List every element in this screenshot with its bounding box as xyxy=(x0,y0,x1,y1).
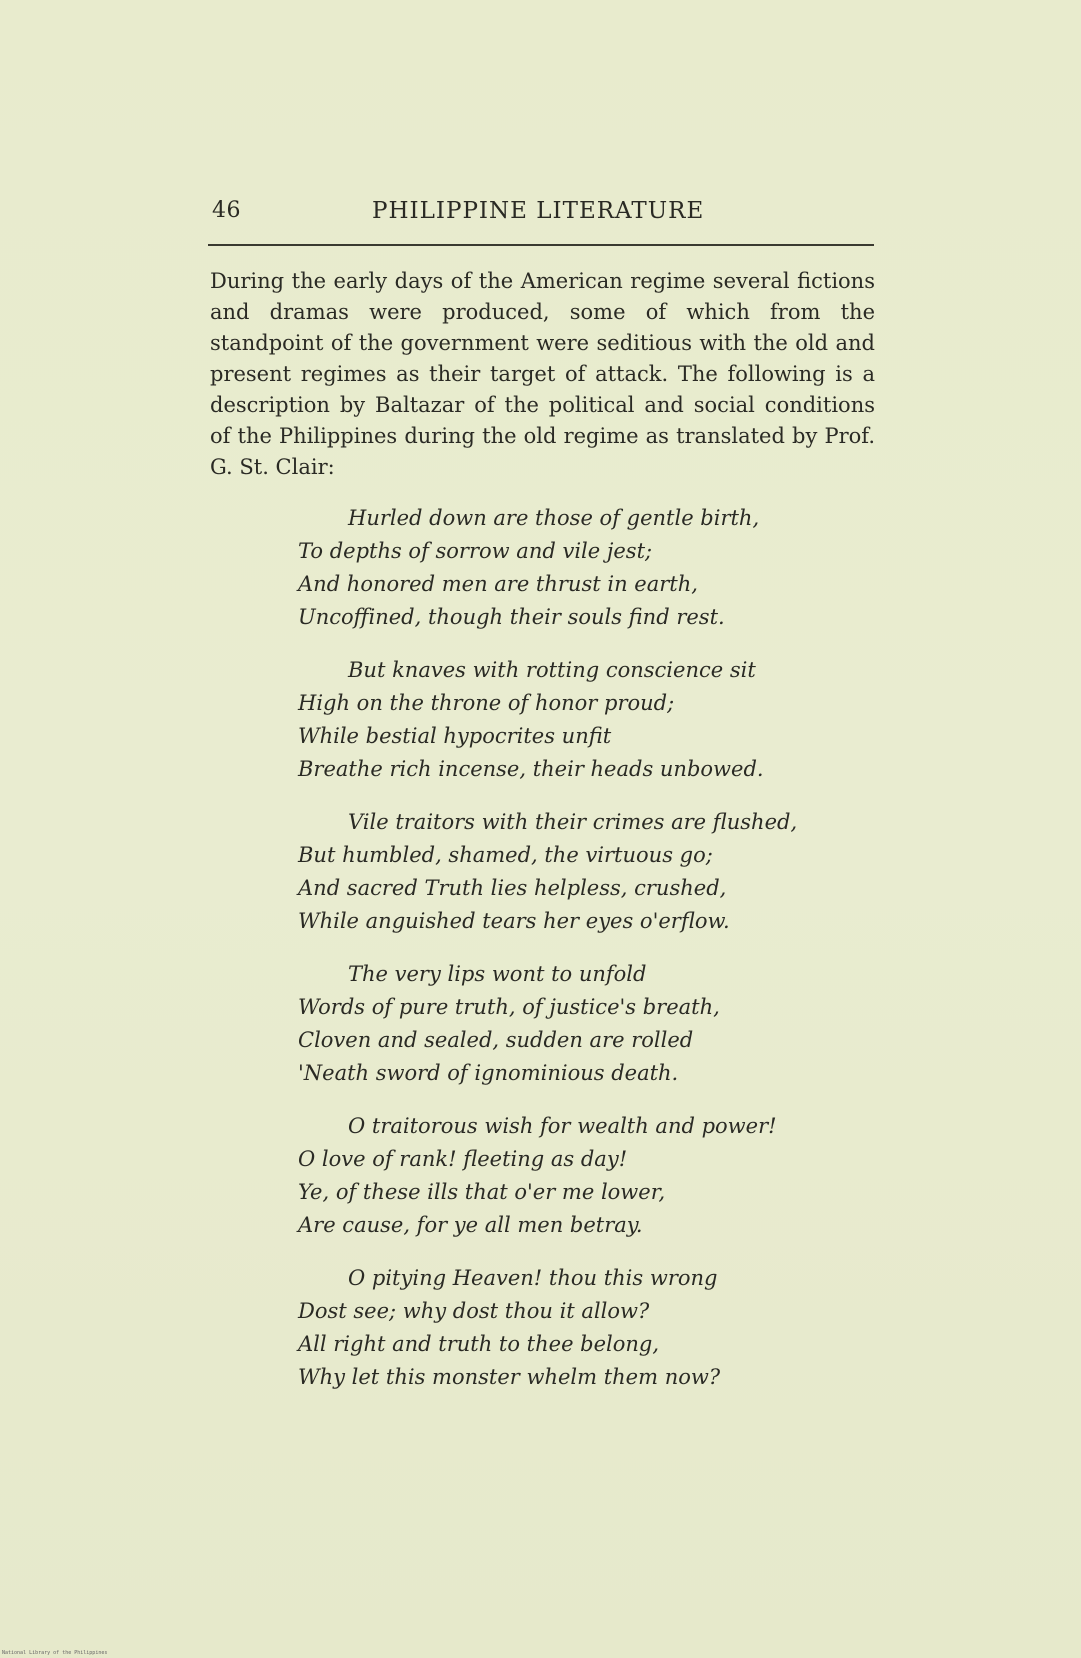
poem-line: Vile traitors with their crimes are flushed, xyxy=(348,810,798,834)
poem-line: O pitying Heaven! thou this wrong xyxy=(348,1266,718,1290)
intro-paragraph: During the early days of the American regime several fictions and dramas were produced, some of which from the standpoint of the government were seditious with the old and present regimes as their target of attack. The following is a description by Baltazar of the political and social conditions of the Philippines during the old regime as translated by Prof. G. St. Clair: xyxy=(210,269,875,479)
poem-line: Why let this monster whelm them now? xyxy=(298,1365,721,1389)
poem-line: High on the throne of honor proud; xyxy=(298,691,675,715)
page-number: 46 xyxy=(212,198,241,223)
poem-line: Cloven and sealed, sudden are rolled xyxy=(298,1028,694,1052)
poem-line: All right and truth to thee belong, xyxy=(298,1332,660,1356)
header-rule xyxy=(208,244,874,246)
poem-line: But humbled, shamed, the virtuous go; xyxy=(298,843,713,867)
poem-line: Dost see; why dost thou it allow? xyxy=(298,1299,650,1323)
poem-line: And sacred Truth lies helpless, crushed, xyxy=(298,876,727,900)
stanza-5 xyxy=(298,1110,878,1242)
poem-line: Breathe rich incense, their heads unbowed. xyxy=(298,757,764,781)
page-header xyxy=(212,198,872,232)
poem-line: To depths of sorrow and vile jest; xyxy=(298,539,653,563)
poem-line: Hurled down are those of gentle birth, xyxy=(348,506,760,530)
poem-line: But knaves with rotting conscience sit xyxy=(348,658,756,682)
library-stamp: National Library of the Philippines xyxy=(2,1650,108,1656)
stanza-2 xyxy=(298,654,878,786)
poem-line: Are cause, for ye all men betray. xyxy=(298,1213,643,1237)
stanza-1 xyxy=(298,502,878,634)
poem-line: 'Neath sword of ignominious death. xyxy=(298,1061,679,1085)
stanza-6 xyxy=(298,1262,878,1394)
poem-line: O love of rank! fleeting as day! xyxy=(298,1147,628,1171)
running-head: PHILIPPINE LITERATURE xyxy=(372,198,705,224)
poem-line: O traitorous wish for wealth and power! xyxy=(348,1114,777,1138)
stanza-3 xyxy=(298,806,878,938)
poem-line: Uncoffined, though their souls find rest. xyxy=(298,605,725,629)
stanza-4 xyxy=(298,958,878,1090)
poem-line: Words of pure truth, of justice's breath, xyxy=(298,995,720,1019)
poem-line: While bestial hypocrites unfit xyxy=(298,724,612,748)
poem-line: While anguished tears her eyes o'erflow. xyxy=(298,909,730,933)
poem-line: And honored men are thrust in earth, xyxy=(298,572,698,596)
poem xyxy=(298,502,878,1414)
poem-line: Ye, of these ills that o'er me lower, xyxy=(298,1180,666,1204)
poem-line: The very lips wont to unfold xyxy=(348,962,647,986)
